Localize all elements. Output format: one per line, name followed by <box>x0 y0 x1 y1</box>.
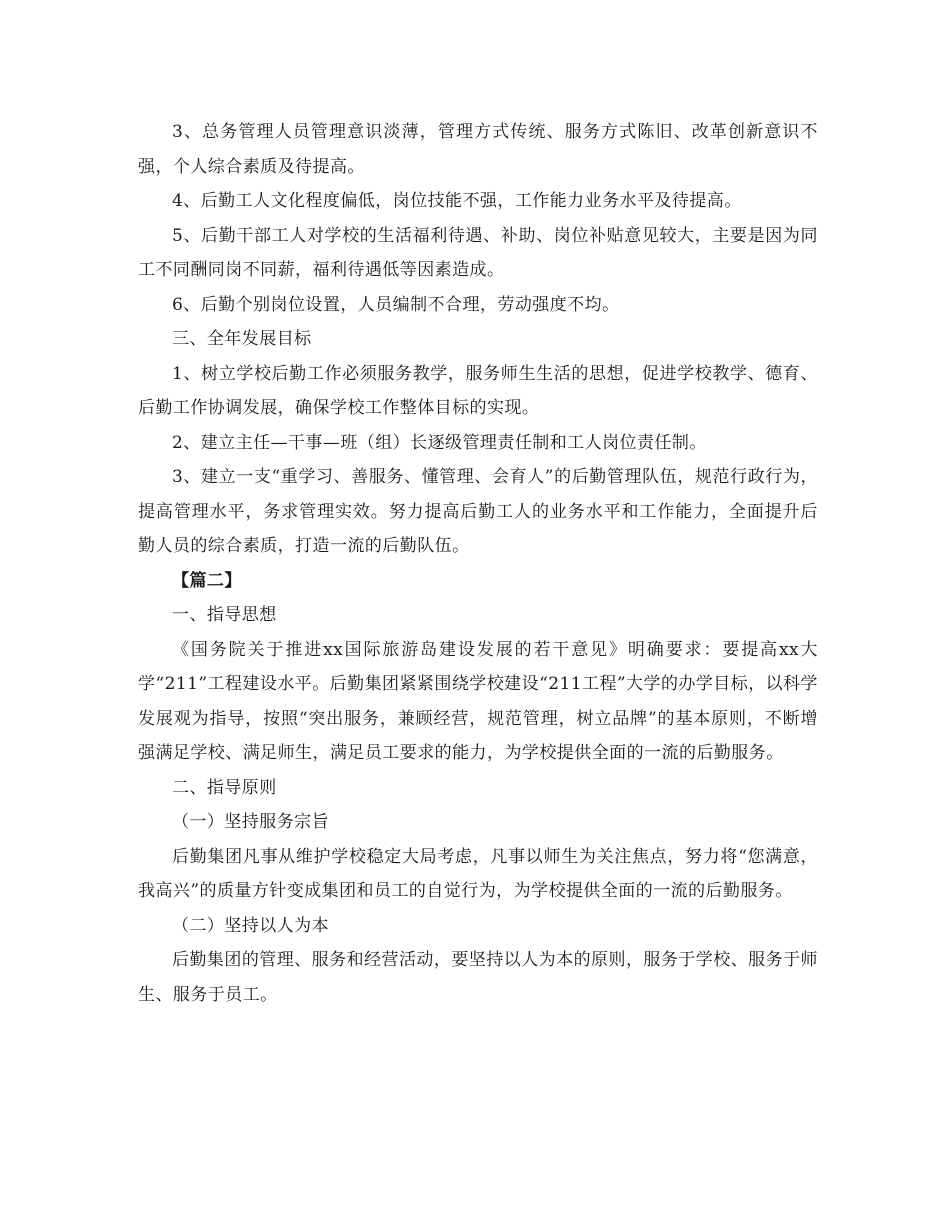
principle-heading-service: （一）坚持服务宗旨 <box>172 812 330 832</box>
principle-people-paragraph: 后勤集团的管理、服务和经营活动，要坚持以人为本的原则，服务于学校、服务于师生、服务于员工。 <box>138 950 818 1005</box>
section-heading-guiding-principles: 二、指导原则 <box>172 777 277 798</box>
goal-item-3: 3、建立一支“重学习、善服务、懂管理、会育人”的后勤管理队伍，规范行政行为，提高管理水平，务求管理实效。努力提高后勤工人的业务水平和工作能力，全面提升后勤人员的综合素质，打造一流的后勤队伍。 <box>138 467 818 556</box>
guiding-thought-paragraph: 《国务院关于推进xx国际旅游岛建设发展的若干意见》明确要求：要提高xx大学“211”工程建设水平。后勤集团紧紧围绕学校建设“211工程”大学的办学目标，以科学发展观为指导，按照“突出服务，兼顾经营，规范管理，树立品牌”的基本原则，不断增强满足学校、满足师生，满足员工要求的能力，为学校提供全面的一流的后勤服务。 <box>138 639 819 763</box>
section-heading-guiding-thought: 一、指导思想 <box>172 605 277 625</box>
paragraph-item-6: 6、后勤个别岗位设置，人员编制不合理，劳动强度不均。 <box>172 294 620 315</box>
paragraph-item-5: 5、后勤干部工人对学校的生活福利待遇、补助、岗位补贴意见较大，主要是因为同工不同酬同岗不同薪，福利待遇低等因素造成。 <box>138 225 818 280</box>
paragraph-item-4: 4、后勤工人文化程度偏低，岗位技能不强，工作能力业务水平及待提高。 <box>172 191 742 211</box>
section-heading-annual-goals: 三、全年发展目标 <box>172 329 312 349</box>
principle-heading-people: （二）坚持以人为本 <box>172 915 330 936</box>
part-two-heading: 【篇二】 <box>172 570 242 591</box>
goal-item-2: 2、建立主任—干事—班（组）长逐级管理责任制和工人岗位责任制。 <box>172 432 707 453</box>
document-body <box>138 115 818 1012</box>
principle-service-paragraph: 后勤集团凡事从维护学校稳定大局考虑，凡事以师生为关注焦点，努力将“您满意，我高兴”的质量方针变成集团和员工的自觉行为，为学校提供全面的一流的后勤服务。 <box>138 846 818 901</box>
paragraph-item-3: 3、总务管理人员管理意识淡薄，管理方式传统、服务方式陈旧、改革创新意识不强，个人综合素质及待提高。 <box>138 122 818 177</box>
goal-item-1: 1、树立学校后勤工作必须服务教学，服务师生生活的思想，促进学校教学、德育、后勤工作协调发展，确保学校工作整体目标的实现。 <box>138 363 818 418</box>
